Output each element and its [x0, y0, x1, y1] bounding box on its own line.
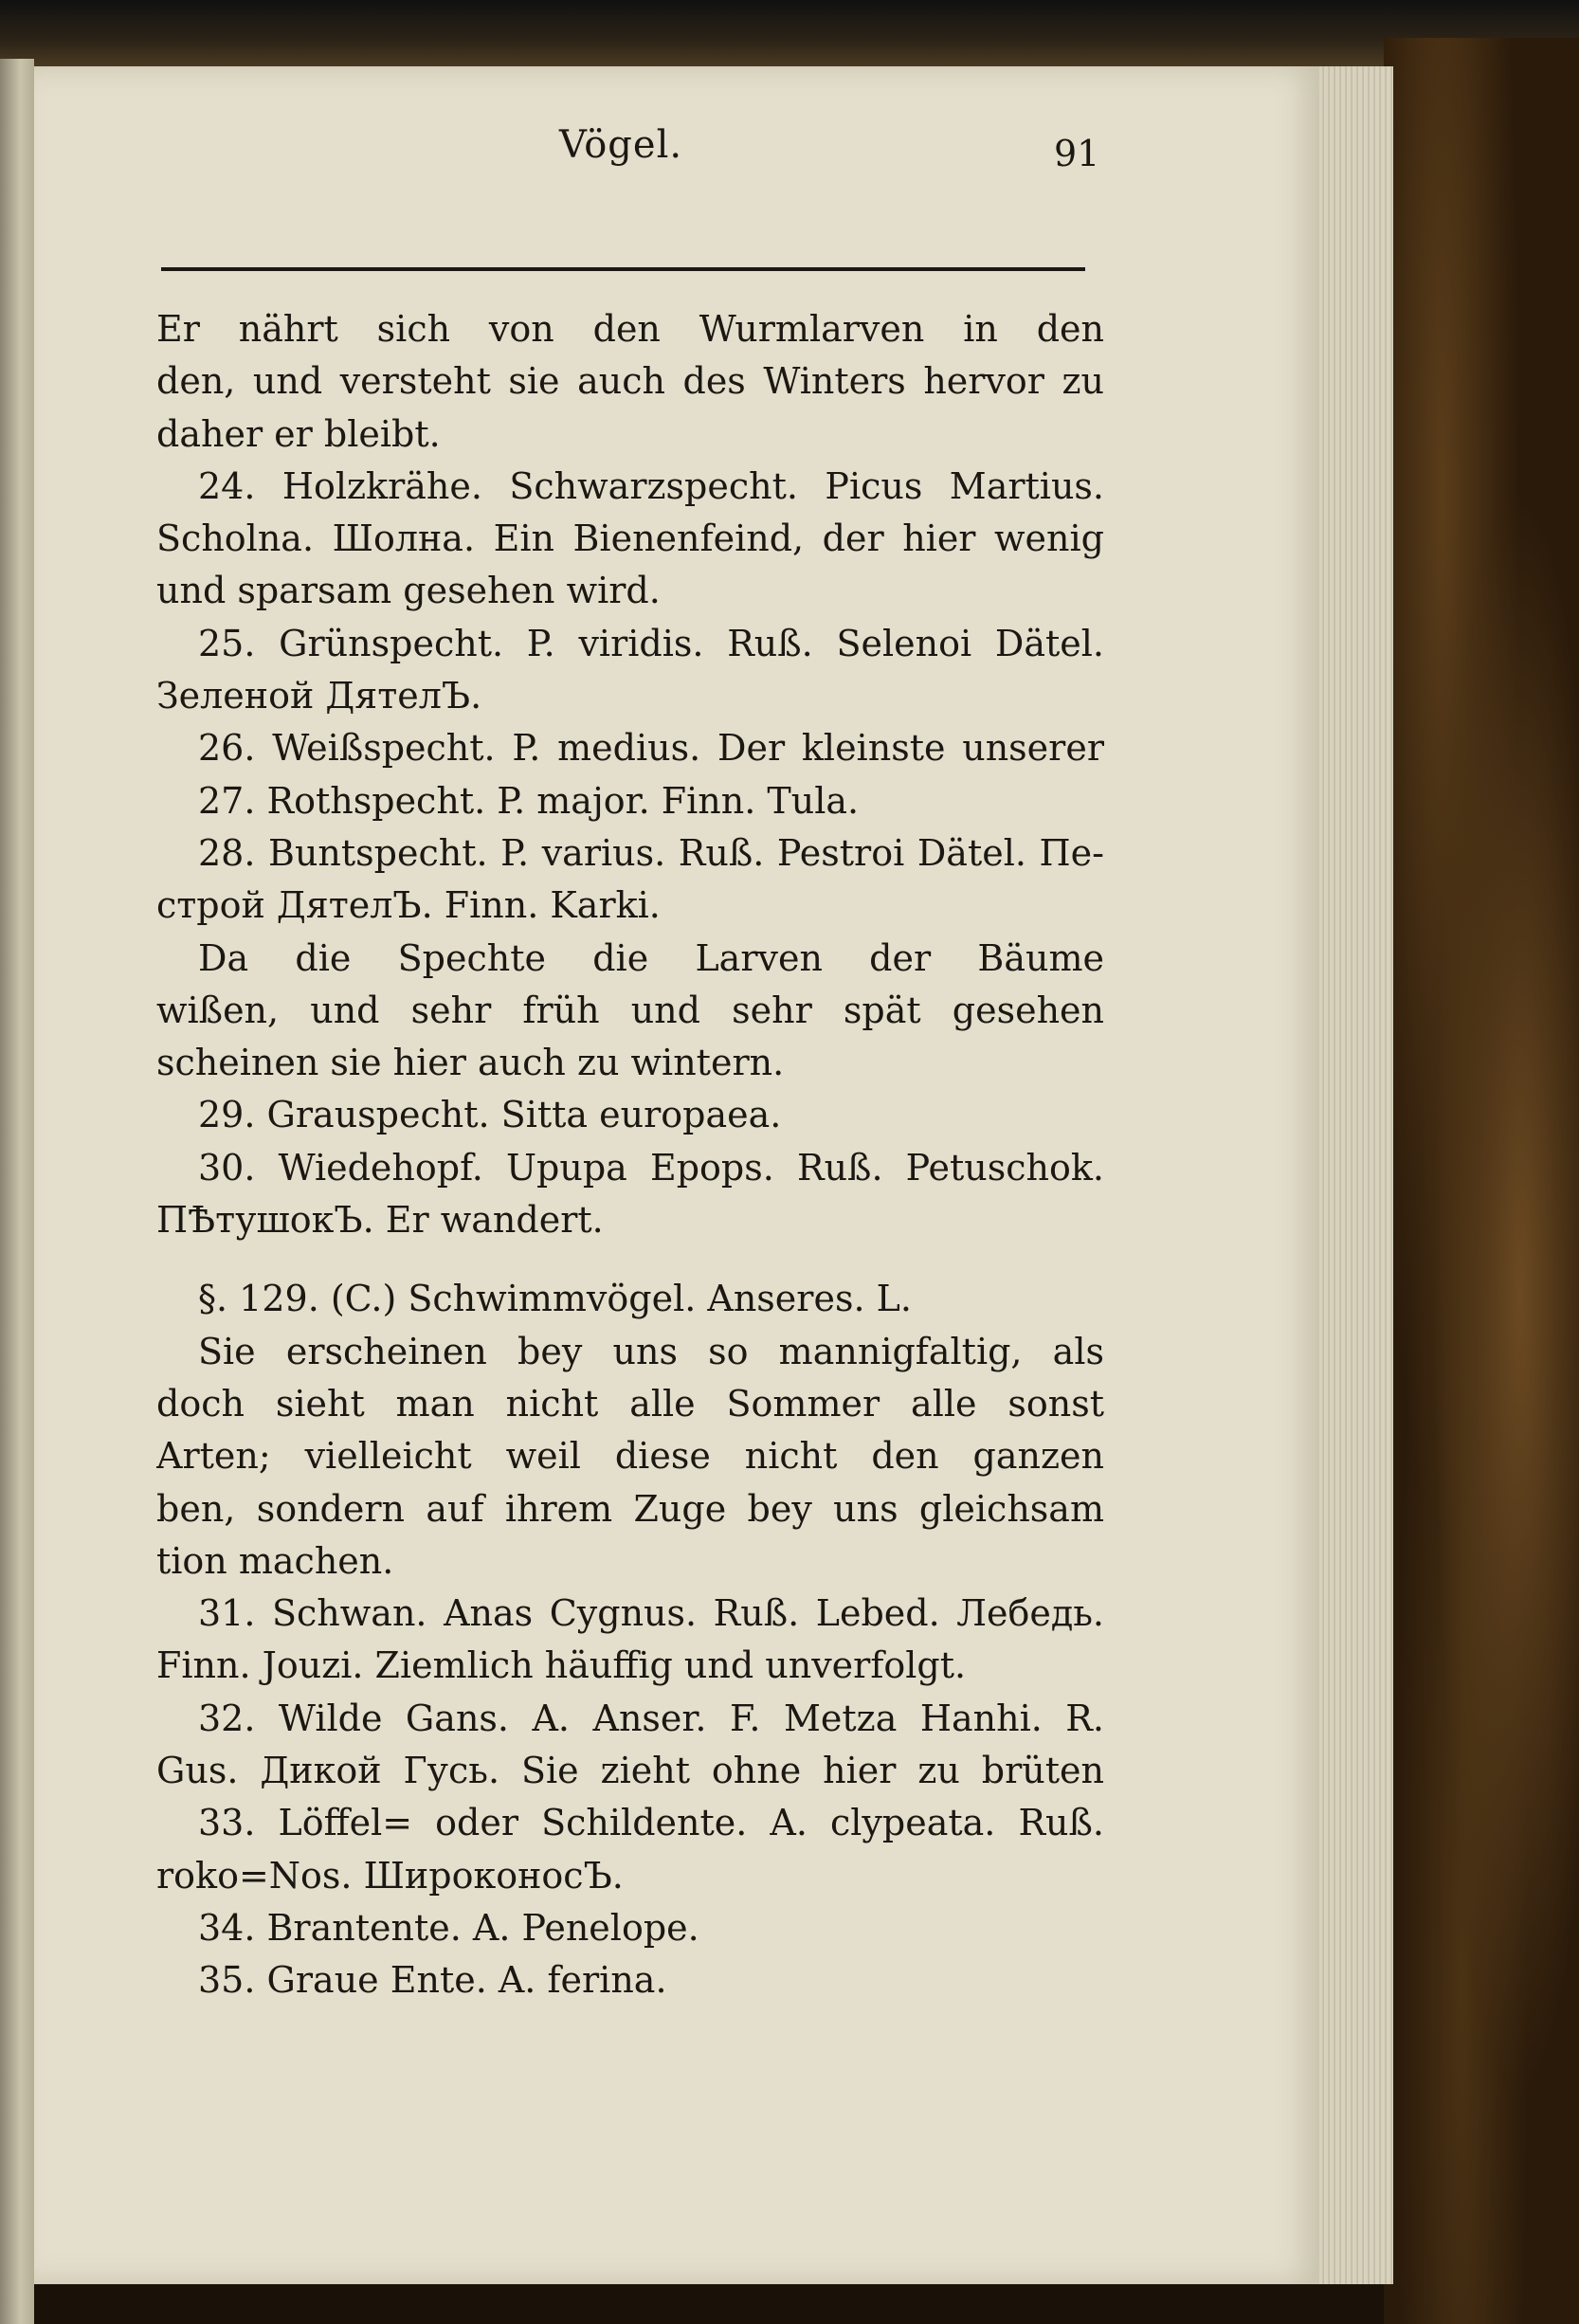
text-line: 32. Wilde Gans. A. Anser. F. Metza Hanhi. R.: [198, 1697, 1104, 1739]
text-line: 25. Grünspecht. P. viridis. Ruß. Selenoi Dätel.: [198, 622, 1104, 664]
facing-page-edge: [0, 59, 34, 2324]
text-line: ben, sondern auf ihrem Zuge bey uns gleichsam: [156, 1487, 1104, 1530]
text-line: 29. Grauspecht. Sitta europaea.: [198, 1094, 782, 1136]
body-text: [156, 303, 1104, 2007]
text-line: Finn. Jouzi. Ziemlich häuffig und unverfolgt.: [156, 1644, 967, 1687]
text-line: scheinen sie hier auch zu wintern.: [156, 1042, 785, 1084]
text-line: tion machen.: [156, 1539, 394, 1582]
text-line: Er nährt sich von den Wurmlarven in den: [156, 308, 1104, 350]
running-head: Vögel.: [559, 123, 683, 167]
header-rule: [161, 267, 1085, 271]
book-cover-marbled: [1384, 38, 1579, 2324]
text-line: Scholna. Шолна. Ein Bienenfeind, der hier wenig: [156, 517, 1104, 560]
text-line: den, und versteht sie auch des Winters hervor zu: [156, 360, 1104, 403]
text-line: Sie erscheinen bey uns so mannigfaltig, als: [198, 1330, 1104, 1372]
section-heading: §. 129. (C.) Schwimmvögel. Anseres. L.: [198, 1278, 912, 1320]
text-line: 33. Löffel= oder Schildente. A. clypeata. Ruß.: [198, 1802, 1104, 1844]
book-cover-top: [0, 0, 1579, 66]
text-line: Da die Spechte die Larven der Bäume: [198, 936, 1104, 979]
text-line: 24. Holzkrähe. Schwarzspecht. Picus Martius.: [198, 464, 1104, 507]
text-line: Arten; vielleicht weil diese nicht den ganzen: [156, 1435, 1104, 1478]
text-line: 28. Buntspecht. P. varius. Ruß. Pestroi Dätel. Пе-: [198, 831, 1104, 874]
text-line: Gus. Дикой Гусь. Sie zieht ohne hier zu brüten: [156, 1750, 1104, 1792]
text-line: 27. Rothspecht. P. major. Finn. Tula.: [198, 779, 860, 822]
text-line: Зеленой ДятелЪ.: [156, 675, 482, 717]
text-line: 26. Weißspecht. P. medius. Der kleinste unserer: [198, 727, 1104, 770]
text-line: daher er bleibt.: [156, 412, 441, 455]
text-line: wißen, und sehr früh und sehr spät gesehen: [156, 989, 1104, 1031]
text-line: roko=Nos. ШироконосЪ.: [156, 1854, 624, 1897]
page-number: 91: [1054, 133, 1100, 174]
text-line: 35. Graue Ente. A. ferina.: [198, 1959, 667, 2002]
text-line: строй ДятелЪ. Finn. Karki.: [156, 884, 661, 927]
section-gap: [156, 1246, 1104, 1273]
text-line: 34. Brantente. A. Penelope.: [198, 1906, 699, 1949]
text-line: doch sieht man nicht alle Sommer alle sonst: [156, 1382, 1104, 1425]
text-line: und sparsam gesehen wird.: [156, 570, 661, 612]
page-block-edges: [1319, 66, 1393, 2284]
text-line: ПѢтушокЪ. Er wandert.: [156, 1199, 604, 1242]
text-line: 30. Wiedehopf. Upupa Epops. Ruß. Petuschok.: [198, 1146, 1104, 1189]
text-line: 31. Schwan. Anas Cygnus. Ruß. Lebed. Лебедь.: [198, 1592, 1104, 1635]
